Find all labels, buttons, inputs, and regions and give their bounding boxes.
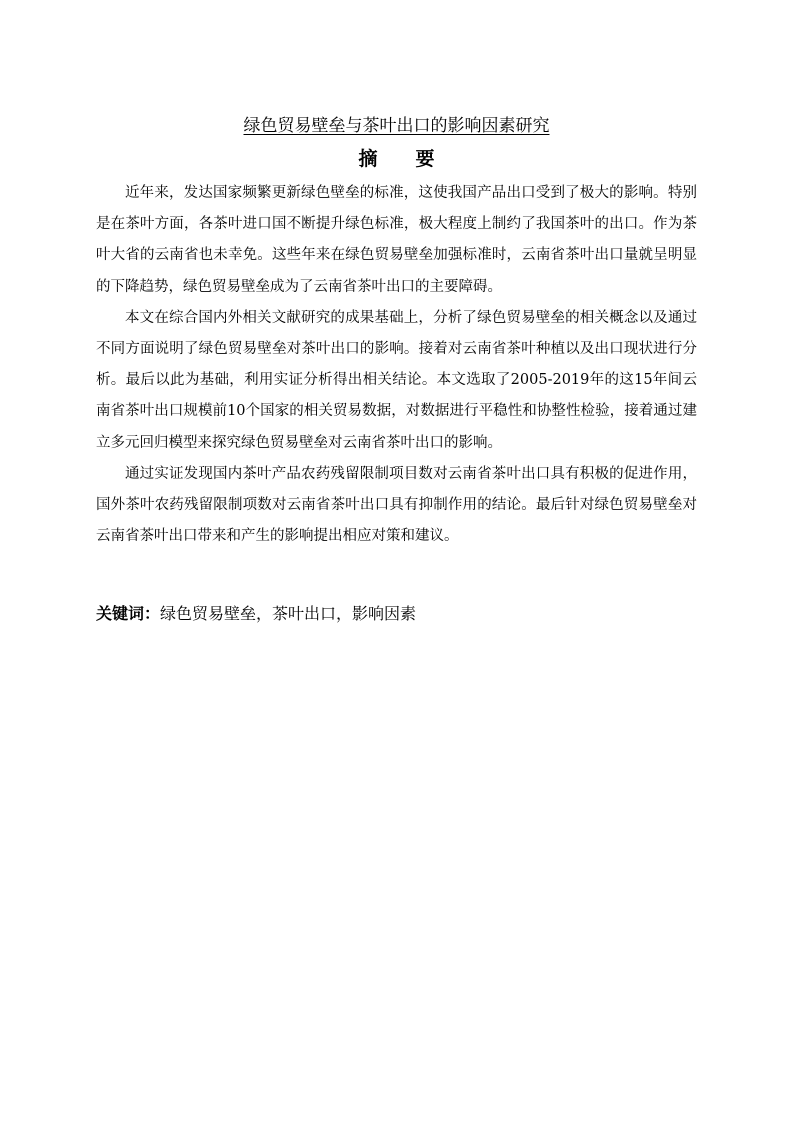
abstract-paragraph-2: 本文在综合国内外相关文献研究的成果基础上，分析了绿色贸易壁垒的相关概念以及通过不同方面说明了绿色贸易壁垒对茶叶出口的影响。接着对云南省茶叶种植以及出口现状进行分析。最后以此为基础，利用实证分析得出相关结论。本文选取了2005-2019年的这15年间云南省茶叶出口规模前10个国家的相关贸易数据，对数据进行平稳性和协整性检验，接着通过建立多元回归模型来探究绿色贸易壁垒对云南省茶叶出口的影响。 — [96, 309, 697, 451]
abstract-heading-char-2: 要 — [415, 148, 435, 170]
document-title: 绿色贸易壁垒与茶叶出口的影响因素研究 — [243, 116, 550, 136]
abstract-heading-char-1: 摘 — [358, 148, 378, 170]
abstract-heading — [0, 146, 793, 172]
abstract-paragraph-3: 通过实证发现国内茶叶产品农药残留限制项目数对云南省茶叶出口具有积极的促进作用，国外茶叶农药残留限制项数对云南省茶叶出口具有抑制作用的结论。最后针对绿色贸易壁垒对云南省茶叶出口带来和产生的影响提出相应对策和建议。 — [96, 465, 697, 545]
keywords-value: 绿色贸易壁垒，茶叶出口，影响因素 — [160, 604, 417, 623]
abstract-body — [96, 178, 697, 552]
keywords-line — [96, 600, 697, 628]
abstract-paragraph-1: 近年来，发达国家频繁更新绿色壁垒的标准，这使我国产品出口受到了极大的影响。特别是在茶叶方面，各茶叶进口国不断提升绿色标准，极大程度上制约了我国茶叶的出口。作为茶叶大省的云南省也未幸免。这些年来在绿色贸易壁垒加强标准时，云南省茶叶出口量就呈明显的下降趋势，绿色贸易壁垒成为了云南省茶叶出口的主要障碍。 — [96, 185, 697, 295]
keywords-label: 关键词： — [96, 604, 161, 623]
